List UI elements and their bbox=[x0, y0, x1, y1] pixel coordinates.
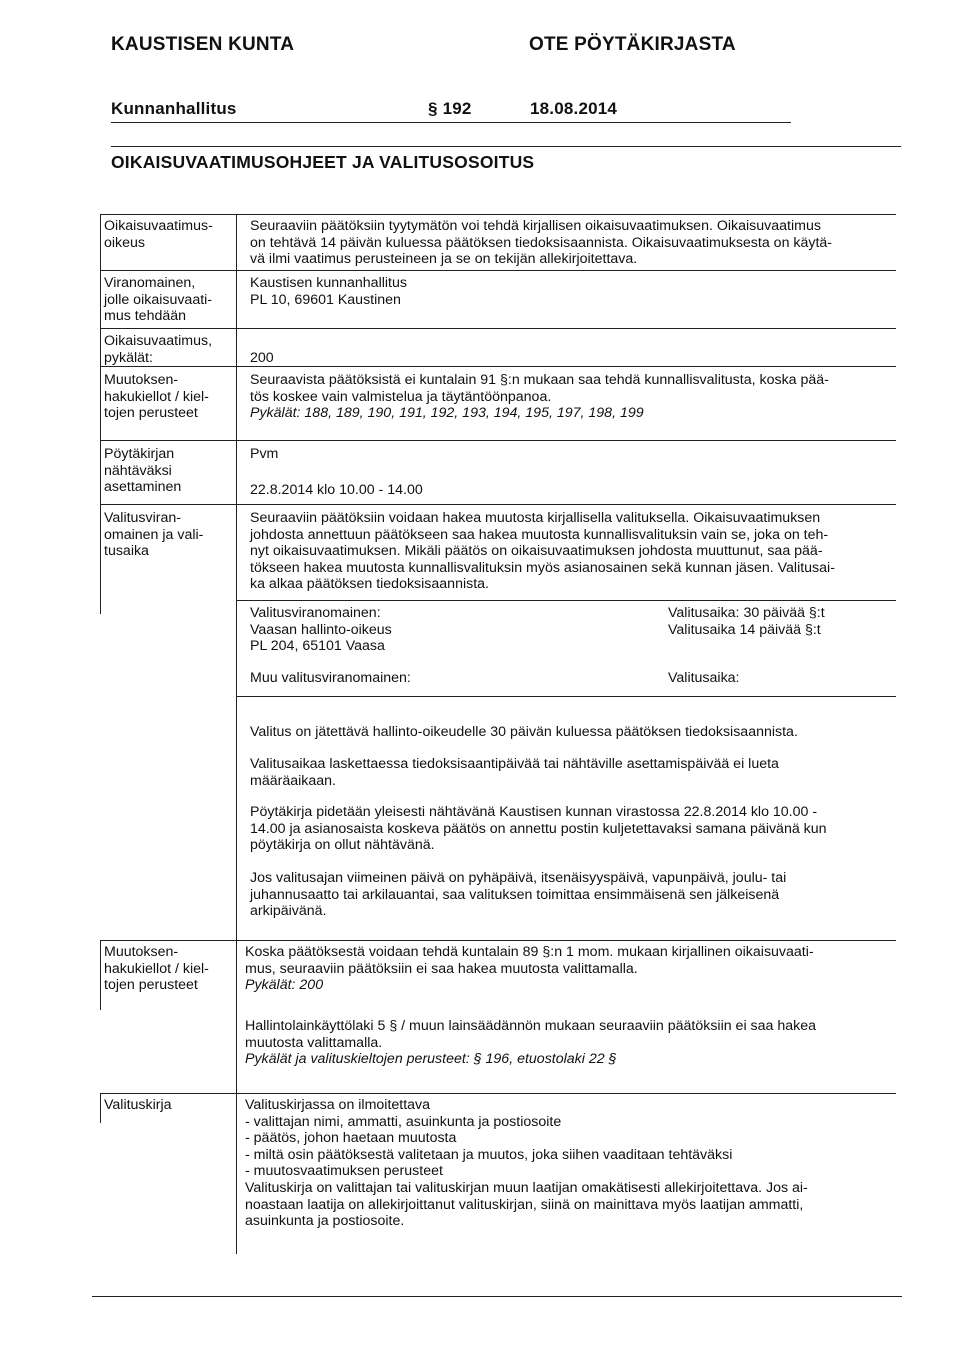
oikaisuvaatimus-text: Seuraaviin päätöksiin tyytymätön voi tehdä kirjallisen oikaisuvaatimuksen. Oikaisuvaatimus on tehtävä 14 päivän kuluessa päätöksen tiedoksisaannista. Oikaisuvaatimuksesta on käytä- vä ilmi vaatimus perusteineen ja se on tekijän allekirjoitettava. bbox=[250, 218, 833, 268]
row-rule bbox=[236, 696, 896, 697]
row-label-viranomainen: Viranomainen, jolle oikaisuvaati- mus tehdään bbox=[104, 275, 213, 325]
viranomainen-address: Kaustisen kunnanhallitus PL 10, 69601 Kaustinen bbox=[250, 275, 407, 308]
pykalat-200: Pykälät: 200 bbox=[245, 977, 324, 994]
meeting-body: Kunnanhallitus bbox=[111, 99, 237, 118]
valituskieltojen-perusteet: Pykälät ja valituskieltojen perusteet: § 196, etuostolaki 22 § bbox=[245, 1051, 617, 1068]
valitus-paragraph-4: Jos valitusajan viimeinen päivä on pyhäpäivä, itsenäisyyspäivä, vapunpäivä, joulu- tai juhannusaatto tai arkilauantai, saa valituksen toimittaa ensimmäisenä sen jälkeisenä arkipäivänä. bbox=[250, 870, 787, 920]
row-rule bbox=[100, 940, 896, 941]
row-rule bbox=[100, 270, 896, 271]
hallintolainkayttolaki-text: Hallintolainkäyttölaki 5 § / muun lainsäädännön mukaan seuraaviin päätöksiin ei saa hakea muutosta valittamalla. Pykälät ja valituskieltojen perusteet: § 196, etuostolaki 22 § bbox=[245, 1018, 817, 1068]
valitus-paragraph-3: Pöytäkirja pidetään yleisesti nähtävänä Kaustisen kunnan virastossa 22.8.2014 klo 10.00 - 14.00 ja asianosaista koskeva päätös on annettu postin kuljetettavaksi samana päivänä kun pöytäkirja on ollut nähtävänä. bbox=[250, 804, 827, 854]
row-label-muutoksenhakukiellot: Muutoksen- hakukiellot / kiel- tojen perusteet bbox=[104, 372, 209, 422]
pykalat-list: Pykälät: 188, 189, 190, 191, 192, 193, 194, 195, 197, 198, 199 bbox=[250, 405, 644, 422]
valitusaika-block: Valitusaika: 30 päivää §:t Valitusaika 14 päivää §:t bbox=[668, 605, 825, 638]
left-border bbox=[100, 440, 101, 504]
title-rule bbox=[111, 146, 901, 147]
row-label-valitusviranomainen: Valitusviran- omainen ja vali- tusaika bbox=[104, 510, 204, 560]
pvm-label: Pvm bbox=[250, 446, 279, 462]
doc-type: OTE PÖYTÄKIRJASTA bbox=[529, 34, 736, 55]
left-border bbox=[100, 940, 101, 1010]
table-top-rule bbox=[100, 214, 896, 215]
row-rule bbox=[100, 1093, 896, 1094]
muu-valitusviranomainen: Muu valitusviranomainen: bbox=[250, 670, 411, 686]
muutoksenhakukiellot-2-text: Koska päätöksestä voidaan tehdä kuntalain 89 §:n 1 mom. mukaan kirjallinen oikaisuvaati- mus, seuraaviin päätöksiin ei saa hakea muutosta valittamalla. Pykälät: 200 bbox=[245, 944, 814, 994]
valitus-text: Seuraaviin päätöksiin voidaan hakea muutosta kirjallisella valituksella. Oikaisuvaatimuksen johdosta annettuun päätökseen saa hakea muutosta kunnallisvalituksin vain se, joka on teh- nyt oikaisuvaatimuksen. Mikäli päätös on oikaisuvaatimuksen johdosta muuttunut, saa pää- tökseen hakea muutosta kunnallisvalituksin myös asianosainen sekä kunnan jäsen. Valitusai- ka alkaa päätöksen tiedoksisaannista. bbox=[250, 510, 835, 593]
row-rule bbox=[100, 366, 896, 367]
valituskirja-text: Valituskirjassa on ilmoitettava - valittajan nimi, ammatti, asuinkunta ja postiosoite - päätös, johon haetaan muutosta - miltä osin päätöksestä valitetaan ja muutos, joka siihen vaaditaan tehtäväksi - muutosvaatimuksen perusteet Valituskirja on valittajan tai valituskirjan muun laatijan omakätisesti allekirjoitettava. Jos ai- noastaan laatija on allekirjoittanut valituskirjan, siinä on mainittava myös laatijan ammatti, asuinkunta ja postiosoite. bbox=[245, 1097, 808, 1230]
meeting-date: 18.08.2014 bbox=[530, 99, 618, 118]
row-rule bbox=[236, 600, 896, 601]
org-name: KAUSTISEN KUNTA bbox=[111, 34, 295, 55]
left-border bbox=[100, 504, 101, 614]
valitusviranomainen-block: Valitusviranomainen: Vaasan hallinto-oikeus PL 204, 65101 Vaasa bbox=[250, 605, 392, 655]
footer-rule bbox=[92, 1296, 902, 1297]
row-label-nahtavaksi: Pöytäkirjan nähtäväksi asettaminen bbox=[104, 446, 182, 496]
row-label-oikaisuvaatimusoikeus: Oikaisuvaatimus- oikeus bbox=[104, 218, 213, 251]
left-border bbox=[100, 1093, 101, 1123]
row-rule bbox=[100, 504, 896, 505]
pykalat-value: 200 bbox=[250, 350, 274, 366]
main-title: OIKAISUVAATIMUSOHJEET JA VALITUSOSOITUS bbox=[111, 152, 535, 172]
row-label-pykalat: Oikaisuvaatimus, pykälät: bbox=[104, 333, 213, 366]
muutoksenhakukiellot-text: Seuraavista päätöksistä ei kuntalain 91 §:n mukaan saa tehdä kunnallisvalitusta, koska pää- tös koskee vain valmistelua ja täytäntöönpanoa. Pykälät: 188, 189, 190, 191, 192, 193, 194, 195, 197, 198, 199 bbox=[250, 372, 829, 422]
nahtavilla-date: 22.8.2014 klo 10.00 - 14.00 bbox=[250, 482, 423, 498]
row-rule bbox=[100, 328, 896, 329]
valitus-paragraph-1: Valitus on jätettävä hallinto-oikeudelle 30 päivän kuluessa päätöksen tiedoksisaannista. bbox=[250, 724, 798, 740]
left-border bbox=[100, 214, 101, 440]
valitus-paragraph-2: Valitusaikaa laskettaessa tiedoksisaantipäivää tai nähtäville asettamispäivää ei lueta määräaikaan. bbox=[250, 756, 779, 789]
header-underline bbox=[111, 122, 791, 123]
muu-valitusaika: Valitusaika: bbox=[668, 670, 740, 686]
column-divider bbox=[236, 214, 237, 1254]
section-number: § 192 bbox=[428, 99, 472, 118]
row-label-muutoksenhakukiellot-2: Muutoksen- hakukiellot / kiel- tojen perusteet bbox=[104, 944, 209, 994]
row-rule bbox=[100, 440, 896, 441]
row-label-valituskirja: Valituskirja bbox=[104, 1097, 172, 1113]
